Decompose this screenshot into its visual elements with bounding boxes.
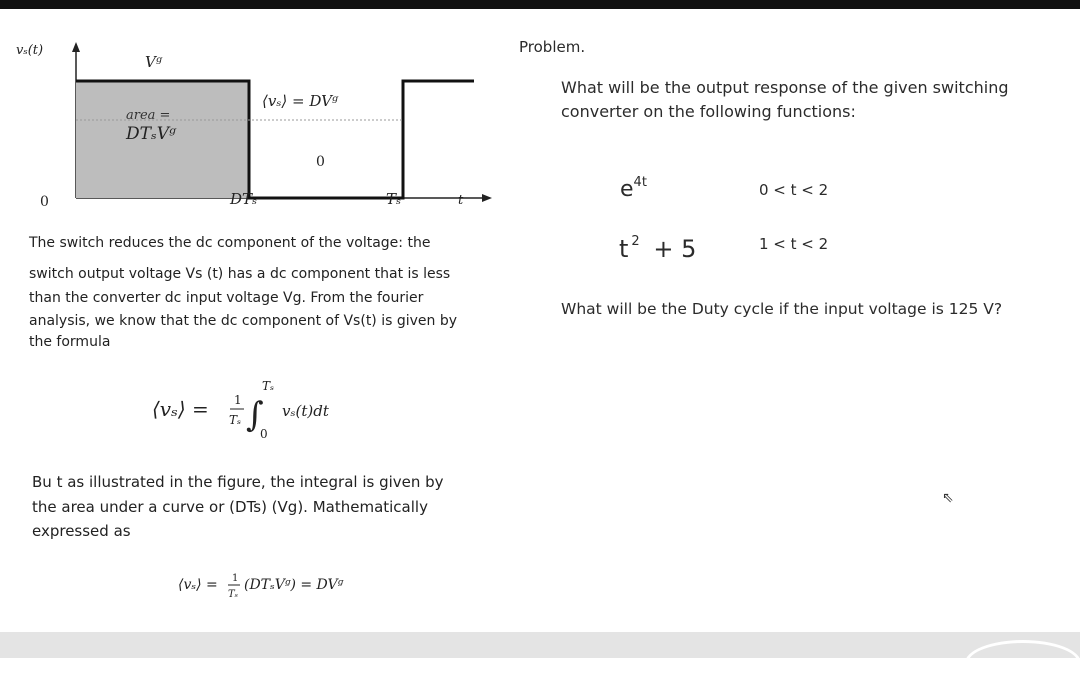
switch-voltage-waveform <box>0 32 510 217</box>
area-explanation-line-2: the area under a curve or (DTs) (Vg). Mathematically <box>32 498 428 516</box>
average-label: ⟨vₛ⟩ = DVᵍ <box>262 92 338 110</box>
problem-question-line-1: What will be the output response of the given switching <box>561 78 1009 97</box>
home-button-icon[interactable] <box>965 640 1080 686</box>
vg-label: Vᵍ <box>145 53 162 71</box>
bottom-bar <box>0 632 1080 658</box>
top-status-bar <box>0 0 1080 9</box>
formula1-denominator: Tₛ <box>229 413 242 427</box>
function-1-exponent: 4t <box>633 175 647 190</box>
y-axis-arrow <box>72 42 80 52</box>
area-explanation-line-3: expressed as <box>32 522 131 540</box>
average-voltage-formula <box>176 565 396 607</box>
area-label-1: area = <box>126 108 171 123</box>
function-1-range: 0 < t < 2 <box>759 181 829 199</box>
dt-tick-label: DTₛ <box>230 190 258 208</box>
function-2-exponent: 2 <box>631 234 640 249</box>
duty-cycle-question: What will be the Duty cycle if the input voltage is 125 V? <box>561 300 1003 318</box>
explanation-line-4: analysis, we know that the dc component of Vs(t) is given by <box>29 313 458 329</box>
function-1-base: e <box>620 177 634 202</box>
explanation-line-5: the formula <box>29 334 111 350</box>
formula1-lower-limit: 0 <box>260 427 268 441</box>
function-1 <box>620 170 647 203</box>
origin-label: 0 <box>40 194 49 210</box>
dc-component-formula <box>150 378 390 448</box>
formula2-body: (DTₛVᵍ) = DVᵍ <box>244 577 344 593</box>
formula2-numerator: 1 <box>232 573 239 584</box>
problem-heading: Problem. <box>519 38 586 56</box>
formula1-lhs: ⟨vₛ⟩ = <box>152 397 209 421</box>
t-axis-label: t <box>458 193 464 208</box>
mouse-cursor-icon: ⇖ <box>942 490 954 506</box>
formula2-lhs: ⟨vₛ⟩ = <box>178 577 218 593</box>
zero-level-label: 0 <box>316 154 325 170</box>
problem-question-line-2: converter on the following functions: <box>561 102 856 121</box>
function-2-range: 1 < t < 2 <box>759 235 829 253</box>
explanation-line-1: The switch reduces the dc component of the voltage: the <box>29 235 431 251</box>
explanation-line-2: switch output voltage Vs (t) has a dc component that is less <box>29 266 451 282</box>
function-2 <box>619 228 696 263</box>
formula1-numerator: 1 <box>234 393 242 407</box>
formula1-integrand: vₛ(t)dt <box>282 402 329 420</box>
area-explanation-line-1: Bu t as illustrated in the figure, the integral is given by <box>32 473 444 491</box>
y-axis-label: vₛ(t) <box>16 43 44 58</box>
formula2-denominator: Tₛ <box>228 589 239 600</box>
area-label-2: DTₛVᵍ <box>126 124 176 144</box>
ts-tick-label: Tₛ <box>386 190 402 208</box>
function-2-rest: + 5 <box>653 235 697 263</box>
explanation-line-3: than the converter dc input voltage Vg. From the fourier <box>29 290 424 306</box>
function-2-base: t <box>619 235 629 263</box>
integral-sign-icon: ∫ <box>246 395 264 435</box>
x-axis-arrow <box>482 194 492 202</box>
formula1-upper-limit: Tₛ <box>262 379 275 393</box>
